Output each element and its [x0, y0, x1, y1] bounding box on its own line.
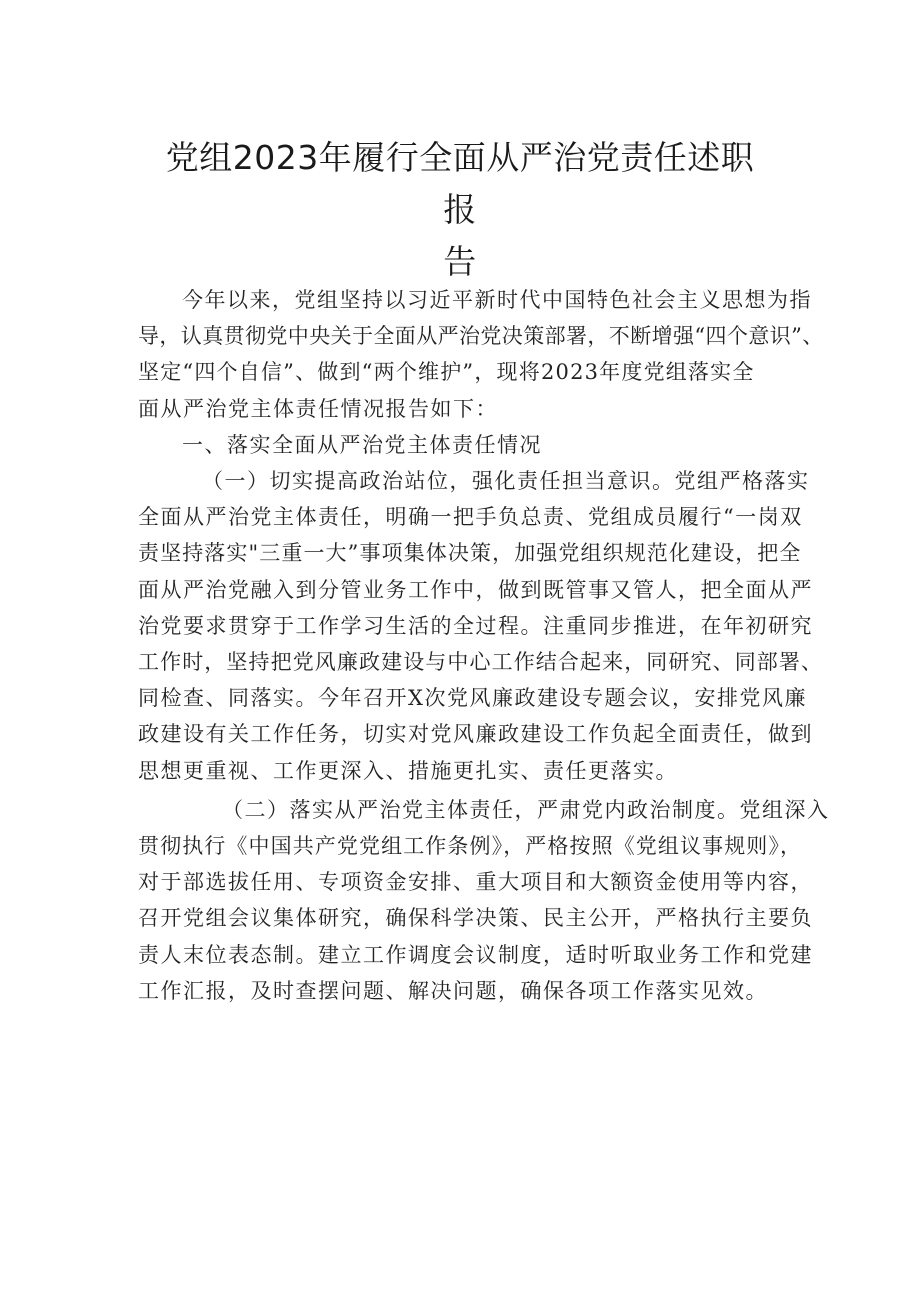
text-line: 责坚持落实"三重一大”事项集体决策，加强党组织规范化建设，把全: [138, 541, 802, 566]
text-line: 坚定“四个自信”、做到“两个维护”，现将2023年度党组落实全: [138, 360, 755, 385]
text-line: 工作汇报，及时查摆问题、解决问题，确保各项工作落实见效。: [138, 978, 768, 1003]
text-line: 工作时，坚持把党风廉政建设与中心工作结合起来，同研究、同部署、: [138, 650, 824, 675]
document-body: [138, 282, 830, 1009]
section-heading-1: 一、落实全面从严治党主体责任情况: [182, 432, 542, 457]
title-line-2: 告: [443, 242, 477, 281]
paragraph-2: [138, 792, 830, 1009]
text-line: 思想更重视、工作更深入、措施更扎实、责任更落实。: [138, 758, 678, 783]
text-line: （二）落实从严治党主体责任，严肃党内政治制度。党组深入: [222, 797, 830, 822]
text-line: 治党要求贯穿于工作学习生活的全过程。注重同步推进，在年初研究: [138, 613, 813, 638]
title-line-1: 党组2023年履行全面从严治党责任述职报: [165, 138, 755, 229]
text-line: 面从严治党主体责任情况报告如下：: [138, 396, 498, 421]
text-line: 召开党组会议集体研究，确保科学决策、民主公开，严格执行主要负: [138, 906, 813, 931]
document-title: [150, 132, 770, 288]
text-line: 今年以来，党组坚持以习近平新时代中国特色社会主义思想为指: [182, 288, 812, 312]
text-line: 贯彻执行《中国共产党党组工作条例》，严格按照《党组议事规则》，: [138, 834, 803, 859]
text-line: （一）切实提高政治站位，强化责任担当意识。党组严格落实: [202, 469, 810, 494]
text-line: 全面从严治党主体责任，明确一把手负总责、党组成员履行“一岗双: [138, 505, 803, 530]
text-line: 导，认真贯彻党中央关于全面从严治党决策部署，不断增强“四个意识”、: [138, 324, 824, 349]
paragraph-1: [138, 463, 824, 789]
intro-paragraph: [138, 282, 824, 427]
text-line: 同检查、同落实。今年召开X次党风廉政建设专题会议，安排党风廉: [138, 686, 807, 711]
text-line: 面从严治党融入到分管业务工作中，做到既管事又管人，把全面从严: [138, 577, 813, 602]
text-line: 政建设有关工作任务，切实对党风廉政建设工作负起全面责任，做到: [138, 722, 813, 747]
text-line: 责人末位表态制。建立工作调度会议制度，适时听取业务工作和党建: [138, 942, 813, 967]
text-line: 对于部选拔任用、专项资金安排、重大项目和大额资金使用等内容，: [138, 870, 813, 895]
